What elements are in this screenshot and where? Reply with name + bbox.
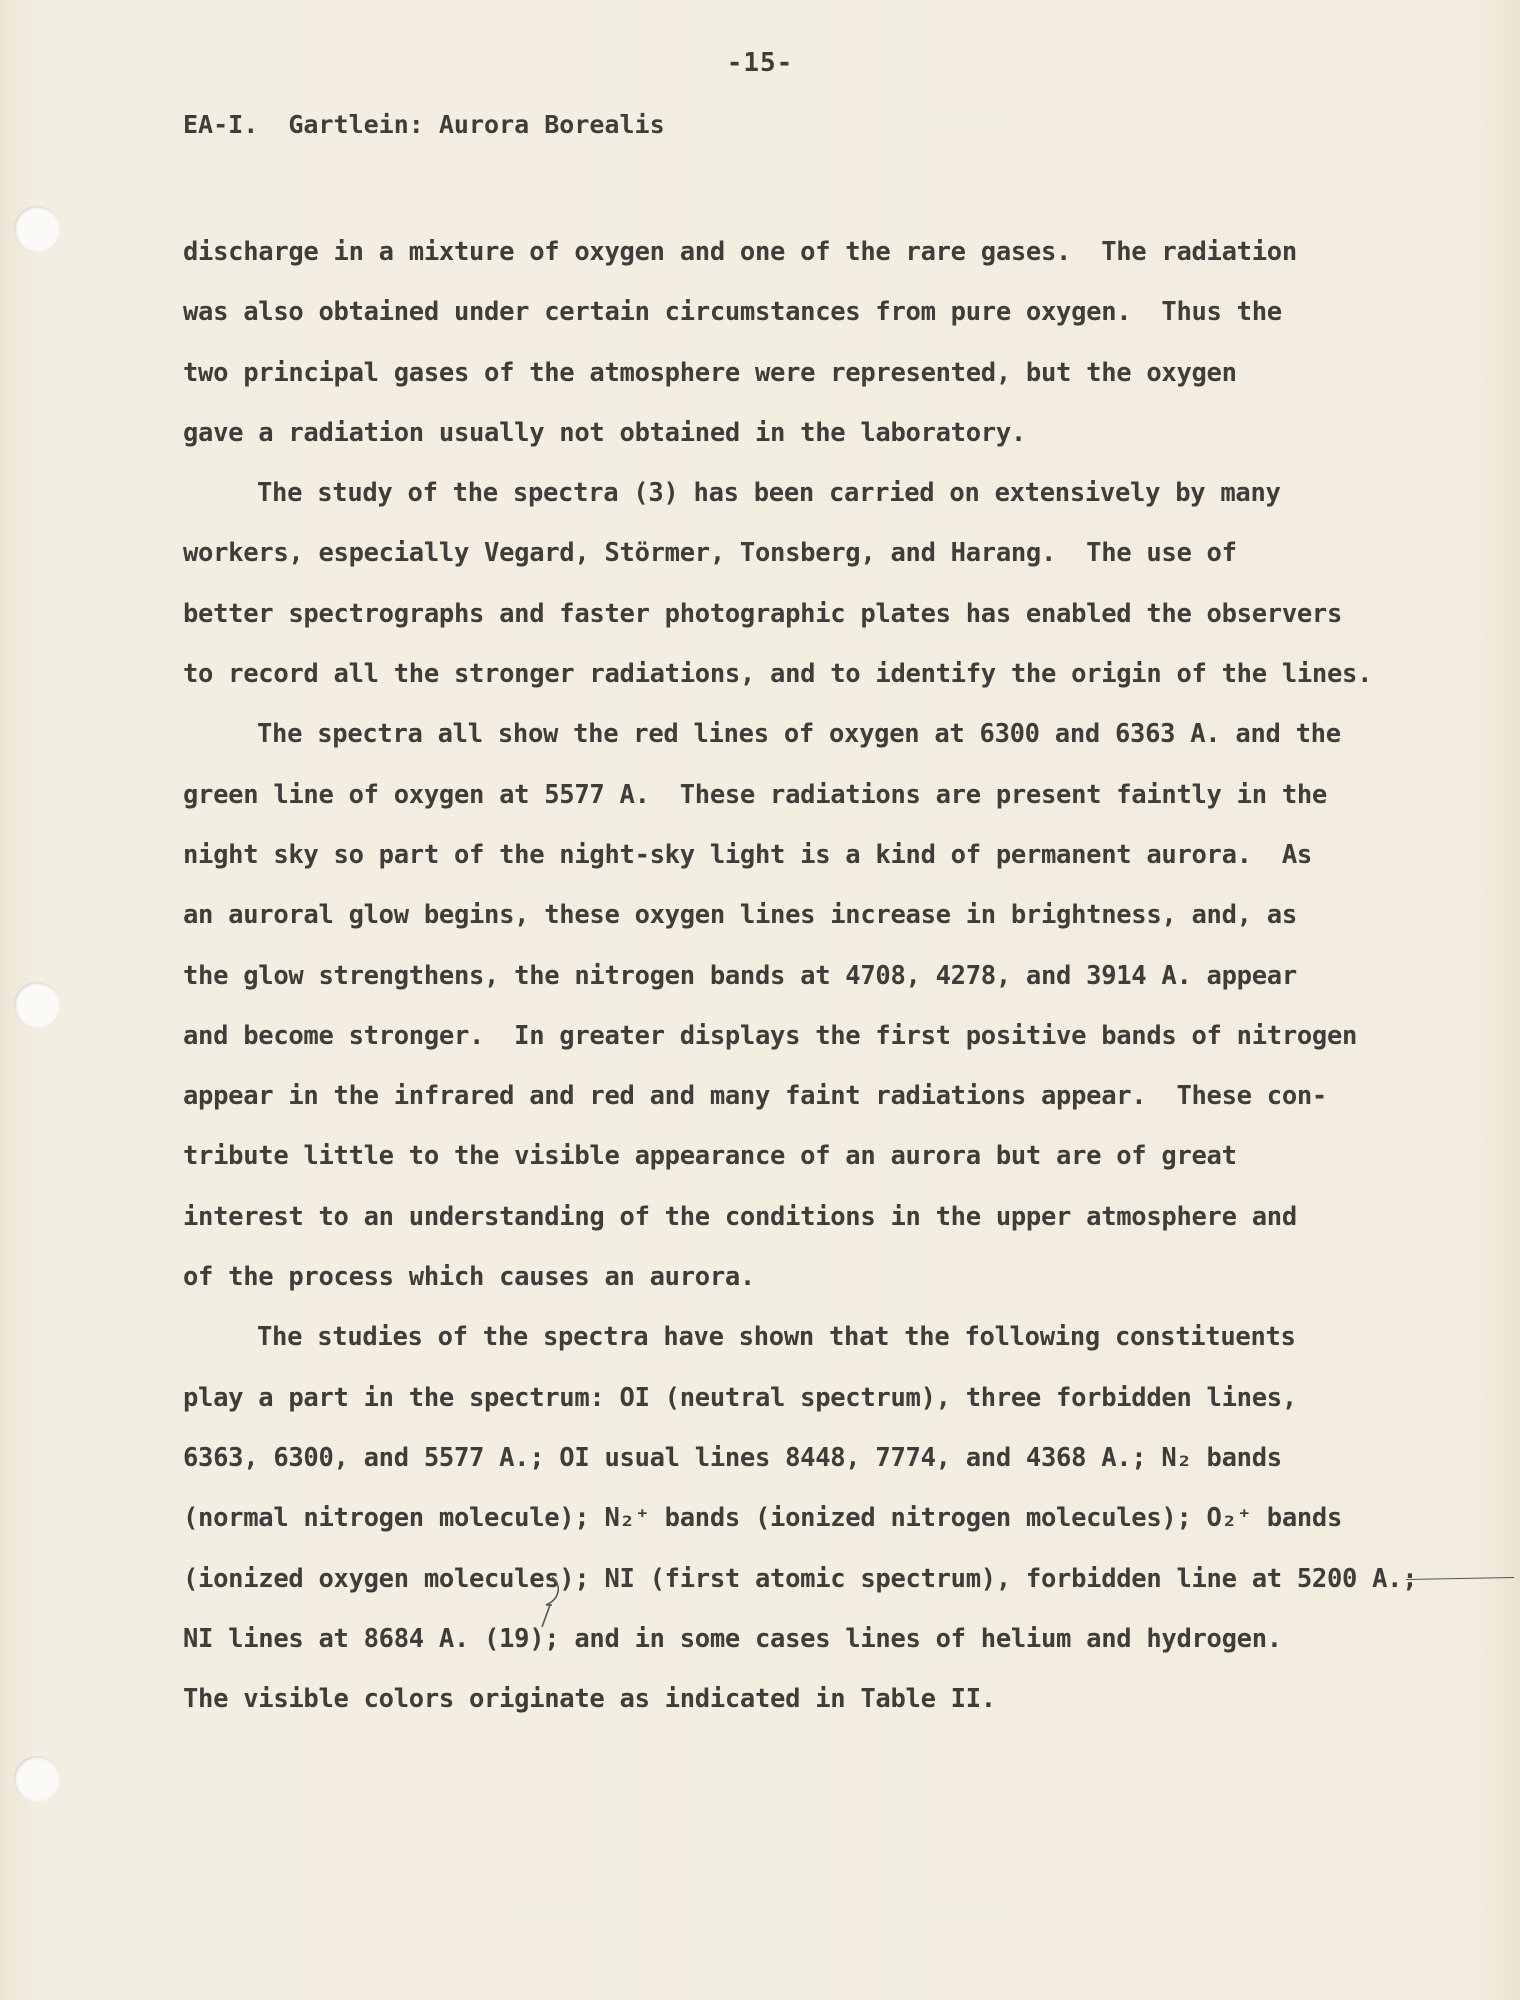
text-line: green line of oxygen at 5577 A. These radiations are present faintly in the [183, 779, 1327, 810]
text-line: play a part in the spectrum: OI (neutral spectrum), three forbidden lines, [183, 1382, 1297, 1413]
text-line: an auroral glow begins, these oxygen lines increase in brightness, and, as [183, 900, 1297, 931]
text-line: was also obtained under certain circumstances from pure oxygen. Thus the [183, 297, 1282, 328]
text-line: the glow strengthens, the nitrogen bands at 4708, 4278, and 3914 A. appear [183, 960, 1297, 991]
text-line: (ionized oxygen molecules); NI (first atomic spectrum), forbidden line at 5200 A.; [183, 1563, 1418, 1594]
text-line: better spectrographs and faster photographic plates has enabled the observers [183, 598, 1343, 629]
page-number: -15- [726, 48, 794, 78]
text-line: of the process which causes an aurora. [183, 1262, 755, 1293]
text-line: The spectra all show the red lines of oxygen at 6300 and 6363 A. and the [257, 719, 1341, 750]
text-line: discharge in a mixture of oxygen and one of the rare gases. The radiation [183, 237, 1297, 267]
text-line: The study of the spectra (3) has been carried on extensively by many [257, 478, 1281, 509]
punch-hole [14, 1756, 60, 1802]
text-line: and become stronger. In greater displays the first positive bands of nitrogen [183, 1020, 1358, 1051]
punch-hole [14, 206, 60, 252]
text-line: (normal nitrogen molecule); N₂⁺ bands (ionized nitrogen molecules); O₂⁺ bands [183, 1503, 1343, 1534]
text-line: gave a radiation usually not obtained in the laboratory. [183, 417, 1026, 448]
text-line: The visible colors originate as indicated in Table II. [183, 1684, 996, 1715]
text-line: 6363, 6300, and 5577 A.; OI usual lines 8448, 7774, and 4368 A.; N₂ bands [183, 1442, 1282, 1473]
body-text [183, 222, 1423, 1729]
text-line: The studies of the spectra have shown that the following constituents [257, 1322, 1296, 1353]
punch-hole [14, 982, 60, 1028]
running-head: EA-I. Gartlein: Aurora Borealis [183, 110, 665, 139]
text-line: workers, especially Vegard, Störmer, Tonsberg, and Harang. The use of [183, 538, 1237, 569]
text-line: night sky so part of the night-sky light is a kind of permanent aurora. As [183, 839, 1312, 870]
text-line: appear in the infrared and red and many faint radiations appear. These con- [183, 1081, 1327, 1112]
handwritten-insertion-mark [532, 1575, 568, 1629]
text-line: tribute little to the visible appearance of an aurora but are of great [183, 1141, 1237, 1172]
text-line: interest to an understanding of the conditions in the upper atmosphere and [183, 1201, 1297, 1232]
text-line: two principal gases of the atmosphere were represented, but the oxygen [183, 357, 1237, 388]
text-line: NI lines at 8684 A. (19); and in some cases lines of helium and hydrogen. [183, 1623, 1282, 1654]
text-line: to record all the stronger radiations, and to identify the origin of the lines. [183, 659, 1373, 690]
